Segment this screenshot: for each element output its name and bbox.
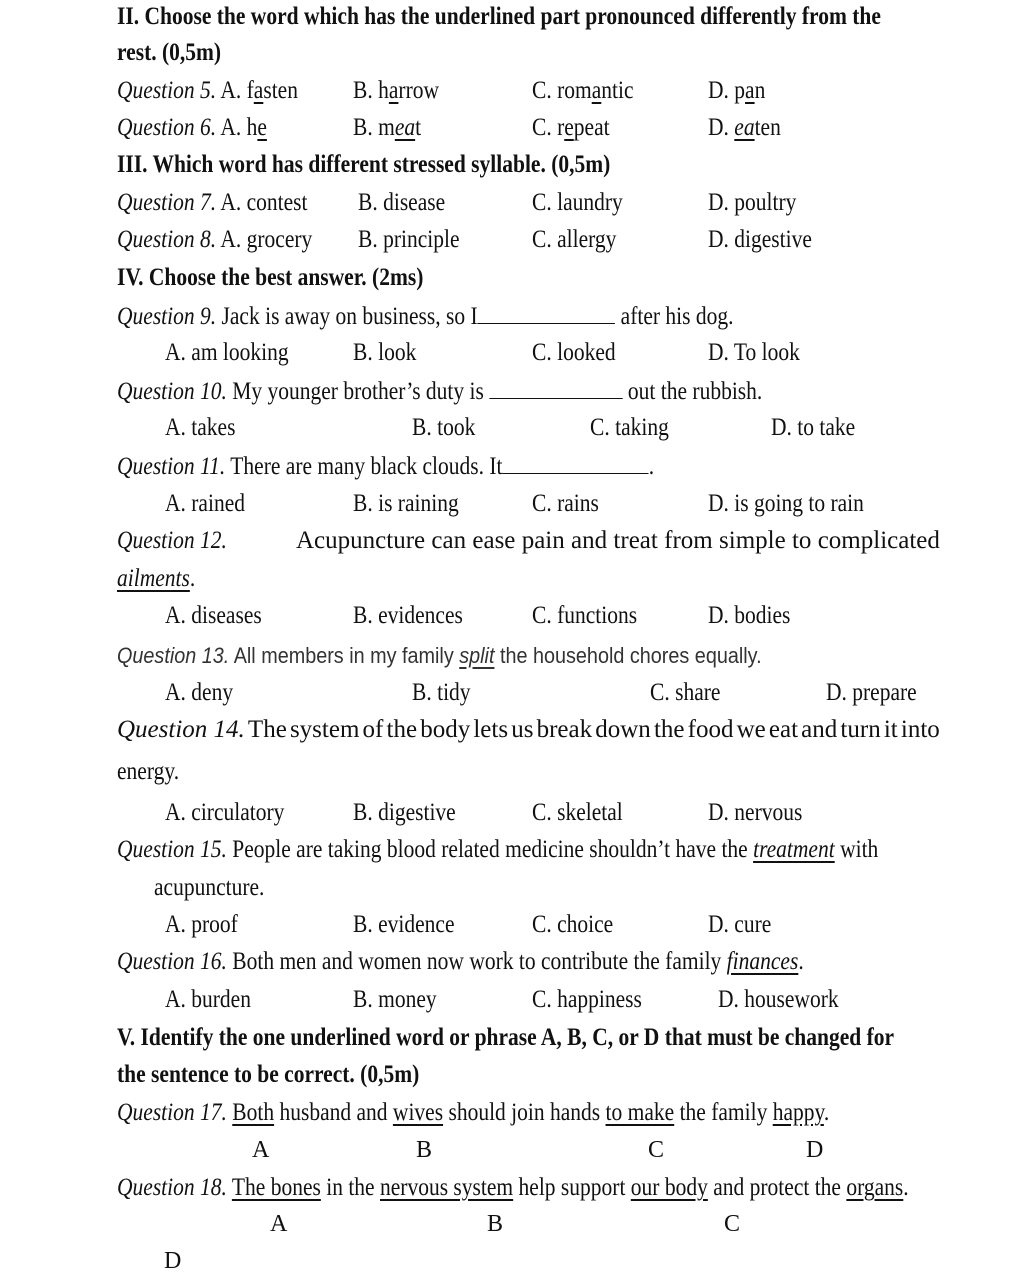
question-label: Question 5. [117,77,217,104]
question-11-stem: Question 11. There are many black clouds. It . [117,453,655,480]
stem-word: turn [840,716,881,743]
question-18-letter-b: B [487,1211,504,1237]
question-8-option-b: B. principle [358,226,460,253]
question-12-option-c: C. functions [532,602,638,629]
question-7-option-b: B. disease [358,189,446,216]
question-9-stem: Question 9. Jack is away on business, so I after his dog. [117,303,734,330]
question-12-stem [296,526,940,556]
question-5-option-d: D. pan [708,77,766,104]
stem-word: and [801,716,838,743]
section-5-heading-line-2: the sentence to be correct. (0,5m) [117,1061,420,1088]
stem-word: the [386,716,418,743]
question-15-option-c: C. choice [532,911,614,938]
question-18-stem: Question 18. The bones in the nervous system help support our body and protect the organs. [117,1174,909,1201]
question-11-option-d: D. is going to rain [708,490,864,517]
stem-word: it [883,716,898,743]
stem-word: break [536,716,593,743]
question-16-stem: Question 16. Both men and women now work to contribute the family finances. [117,948,804,975]
stem-word: us [511,716,534,743]
question-15-option-b: B. evidence [353,911,455,938]
stem-word: down [595,716,651,743]
stem-word: of [362,716,384,743]
answer-blank [478,301,616,324]
stem-word: lets [473,716,509,743]
question-18-letter-d: D [164,1248,182,1274]
stem-word: The [247,716,287,743]
question-5-label [117,76,298,106]
question-14-option-a: A. circulatory [165,799,285,826]
stem-word: complicated [817,527,940,554]
stem-word: can [431,527,467,554]
stem-word: ease [472,527,516,554]
question-label: Question 14. [117,716,245,743]
question-15-option-d: D. cure [708,911,772,938]
stem-word: from [664,527,713,554]
question-8-option-d: D. digestive [708,226,812,253]
stem-word: into [900,716,940,743]
question-13-option-c: C. share [650,679,721,706]
question-14-stem-line-2: energy. [117,758,180,785]
option-a-prefix: A. f [220,77,254,104]
stem-word: pain [521,527,565,554]
question-6-option-b: B. meat [353,114,422,141]
question-17-letter-b: B [416,1137,433,1163]
stem-word: and [571,527,608,554]
question-13-option-b: B. tidy [412,679,471,706]
option-a-underlined: a [253,77,264,104]
question-14-option-d: D. nervous [708,799,803,826]
question-10-option-a: A. takes [165,414,236,441]
question-15-stem: Question 15. People are taking blood related medicine shouldn’t have the treatment with [117,836,879,863]
stem-word: Acupuncture [296,527,426,554]
question-7-option-d: D. poultry [708,189,797,216]
question-10-option-c: C. taking [590,414,669,441]
question-9-option-a: A. am looking [165,339,289,366]
question-12-option-a: A. diseases [165,602,262,629]
section-2-heading-line-2: rest. (0,5m) [117,39,222,66]
question-17-stem: Question 17. Both husband and wives should join hands to make the family happy. [117,1099,830,1126]
question-6-label: Question 6. A. he [117,114,267,141]
section-2-heading-line-1: II. Choose the word which has the underlined part pronounced differently from the [117,3,881,30]
answer-blank [503,451,649,474]
question-11-option-b: B. is raining [353,490,459,517]
section-5-heading-line-1: V. Identify the one underlined word or phrase A, B, C, or D that must be changed for [117,1024,895,1051]
question-8-label: Question 8. A. grocery [117,226,313,253]
question-12-option-b: B. evidences [353,602,463,629]
question-18-letter-a: A [270,1211,288,1237]
stem-word: treat [613,527,658,554]
question-16-option-d: D. housework [718,986,839,1013]
stem-word: we [736,716,766,743]
question-9-option-d: D. To look [708,339,800,366]
stem-word: the [653,716,685,743]
question-13-option-d: D. prepare [826,679,917,706]
stem-word: to [791,527,812,554]
question-6-option-d: D. eaten [708,114,781,141]
question-18-letter-c: C [724,1211,741,1237]
question-12-label: Question 12. [117,527,227,554]
question-16-option-a: A. burden [165,986,251,1013]
question-14-option-b: B. digestive [353,799,456,826]
question-17-letter-c: C [648,1137,665,1163]
question-14-option-c: C. skeletal [532,799,623,826]
question-9-option-c: C. looked [532,339,616,366]
question-14-stem [117,715,940,745]
question-13-stem: Question 13. All members in my family split the household chores equally. [117,643,762,668]
question-11-option-c: C. rains [532,490,599,517]
question-9-option-b: B. look [353,339,417,366]
stem-word: system [289,716,360,743]
question-7-option-c: C. laundry [532,189,623,216]
question-5-option-c: C. romantic [532,77,634,104]
question-16-option-b: B. money [353,986,437,1013]
question-5-option-b: B. harrow [353,77,440,104]
question-15-option-a: A. proof [165,911,238,938]
question-6-option-c: C. repeat [532,114,610,141]
question-15-stem-line-2: acupuncture. [154,874,265,901]
question-17-letter-a: A [252,1137,270,1163]
answer-blank [489,376,622,399]
question-12-stem-end: ailments. [117,565,196,592]
section-4-heading: IV. Choose the best answer. (2ms) [117,264,424,291]
question-17-letter-d: D [806,1137,824,1163]
question-13-option-a: A. deny [165,679,234,706]
stem-word: eat [768,716,799,743]
question-11-option-a: A. rained [165,490,246,517]
section-3-heading: III. Which word has different stressed syllable. (0,5m) [117,151,611,178]
question-7-label: Question 7. A. contest [117,189,308,216]
stem-word: simple [719,527,786,554]
question-12-option-d: D. bodies [708,602,791,629]
question-10-option-b: B. took [412,414,476,441]
question-10-option-d: D. to take [771,414,856,441]
question-16-option-c: C. happiness [532,986,642,1013]
question-10-stem: Question 10. My younger brother’s duty is out the rubbish. [117,378,763,405]
stem-word: food [687,716,734,743]
question-8-option-c: C. allergy [532,226,617,253]
stem-word: body [420,716,471,743]
option-a-suffix: sten [263,77,298,104]
